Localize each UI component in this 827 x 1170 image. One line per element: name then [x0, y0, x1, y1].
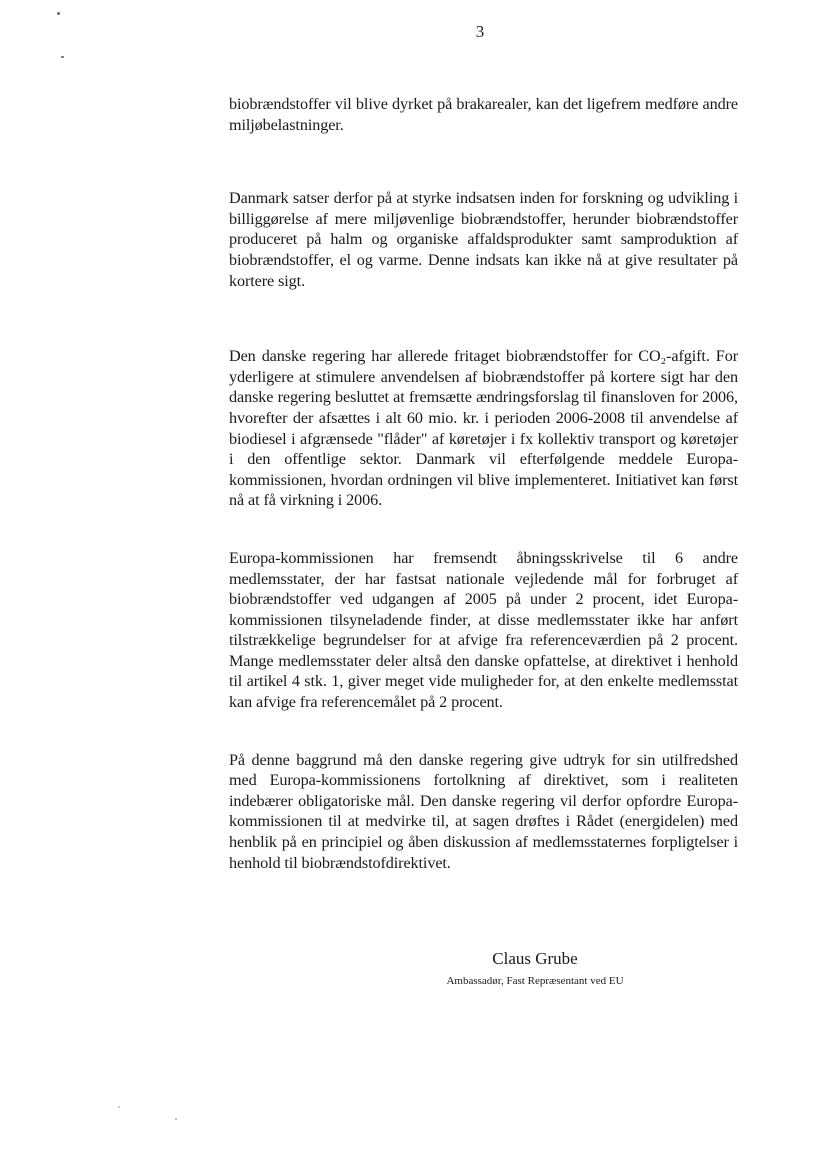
paragraph-3: Den danske regering har allerede fritaget biobrændstoffer for CO₂-afgift. For yderligere at stimulere anvendelsen af biobrændstoffer på kortere sigt har den danske regering besluttet at fremsætte ændringsforslag til finansloven for 2006, hvorefter der afsættes i alt 60 mio. kr. i perioden 2006-2008 til anvendelse af biodiesel i afgrænsede "flåder" af køretøjer i fx kollektiv transport og køretøjer i den offentlige sektor. Danmark vil efterfølgende meddele Europa-kommissionen, hvordan ordningen vil blive implementeret. Initiativet kan først nå at få virkning i 2006. [229, 347, 738, 510]
page-number: 3 [475, 22, 485, 41]
paragraph-4: Europa-kommissionen har fremsendt åbningsskrivelse til 6 andre medlemsstater, der har fastsat nationale vejledende mål for forbruget af biobrændstoffer ved udgangen af 2005 på under 2 procent, idet Europa-kommissionen tilsyneladende finder, at disse medlemsstater ikke har anført tilstrækkelige begrundelser for at afvige fra referenceværdien på 2 procent. Mange medlemsstater deler altså den danske opfattelse, at direktivet i henhold til artikel 4 stk. 1, giver meget vide muligheder for, at den enkelte medlemsstat kan afvige fra referencemålet på 2 procent. [229, 548, 738, 712]
scan-speck [61, 56, 64, 58]
paragraph-1: biobrændstoffer vil blive dyrket på brakarealer, kan det ligefrem medføre andre miljøbelastninger. [229, 95, 738, 134]
signatory-name: Claus Grube [492, 949, 578, 968]
scan-speck [175, 1118, 177, 1120]
signatory-title: Ambassadør, Fast Repræsentant ved EU [446, 975, 624, 987]
paragraph-5: På denne baggrund må den danske regering give udtryk for sin utilfredshed med Europa-kommissionens fortolkning af direktivet, som i realiteten indebærer obligatoriske mål. Den danske regering vil derfor opfordre Europa-kommissionen til at medvirke til, at sagen drøftes i Rådet (energidelen) med henblik på en principiel og åben diskussion af medlemsstaternes forpligtelser i henhold til biobrændstofdirektivet. [229, 750, 738, 872]
letter-body [229, 94, 738, 873]
signature-block [360, 948, 710, 988]
scan-speck [118, 1106, 120, 1108]
scan-speck [57, 12, 60, 15]
paragraph-2: Danmark satser derfor på at styrke indsatsen inden for forskning og udvikling i billiggørelse af mere miljøvenlige biobrændstoffer, herunder biobrændstoffer produceret på halm og organiske affaldsprodukter samt samproduktion af biobrændstoffer, el og varme. Denne indsats kan ikke nå at give resultater på kortere sigt. [229, 189, 738, 290]
